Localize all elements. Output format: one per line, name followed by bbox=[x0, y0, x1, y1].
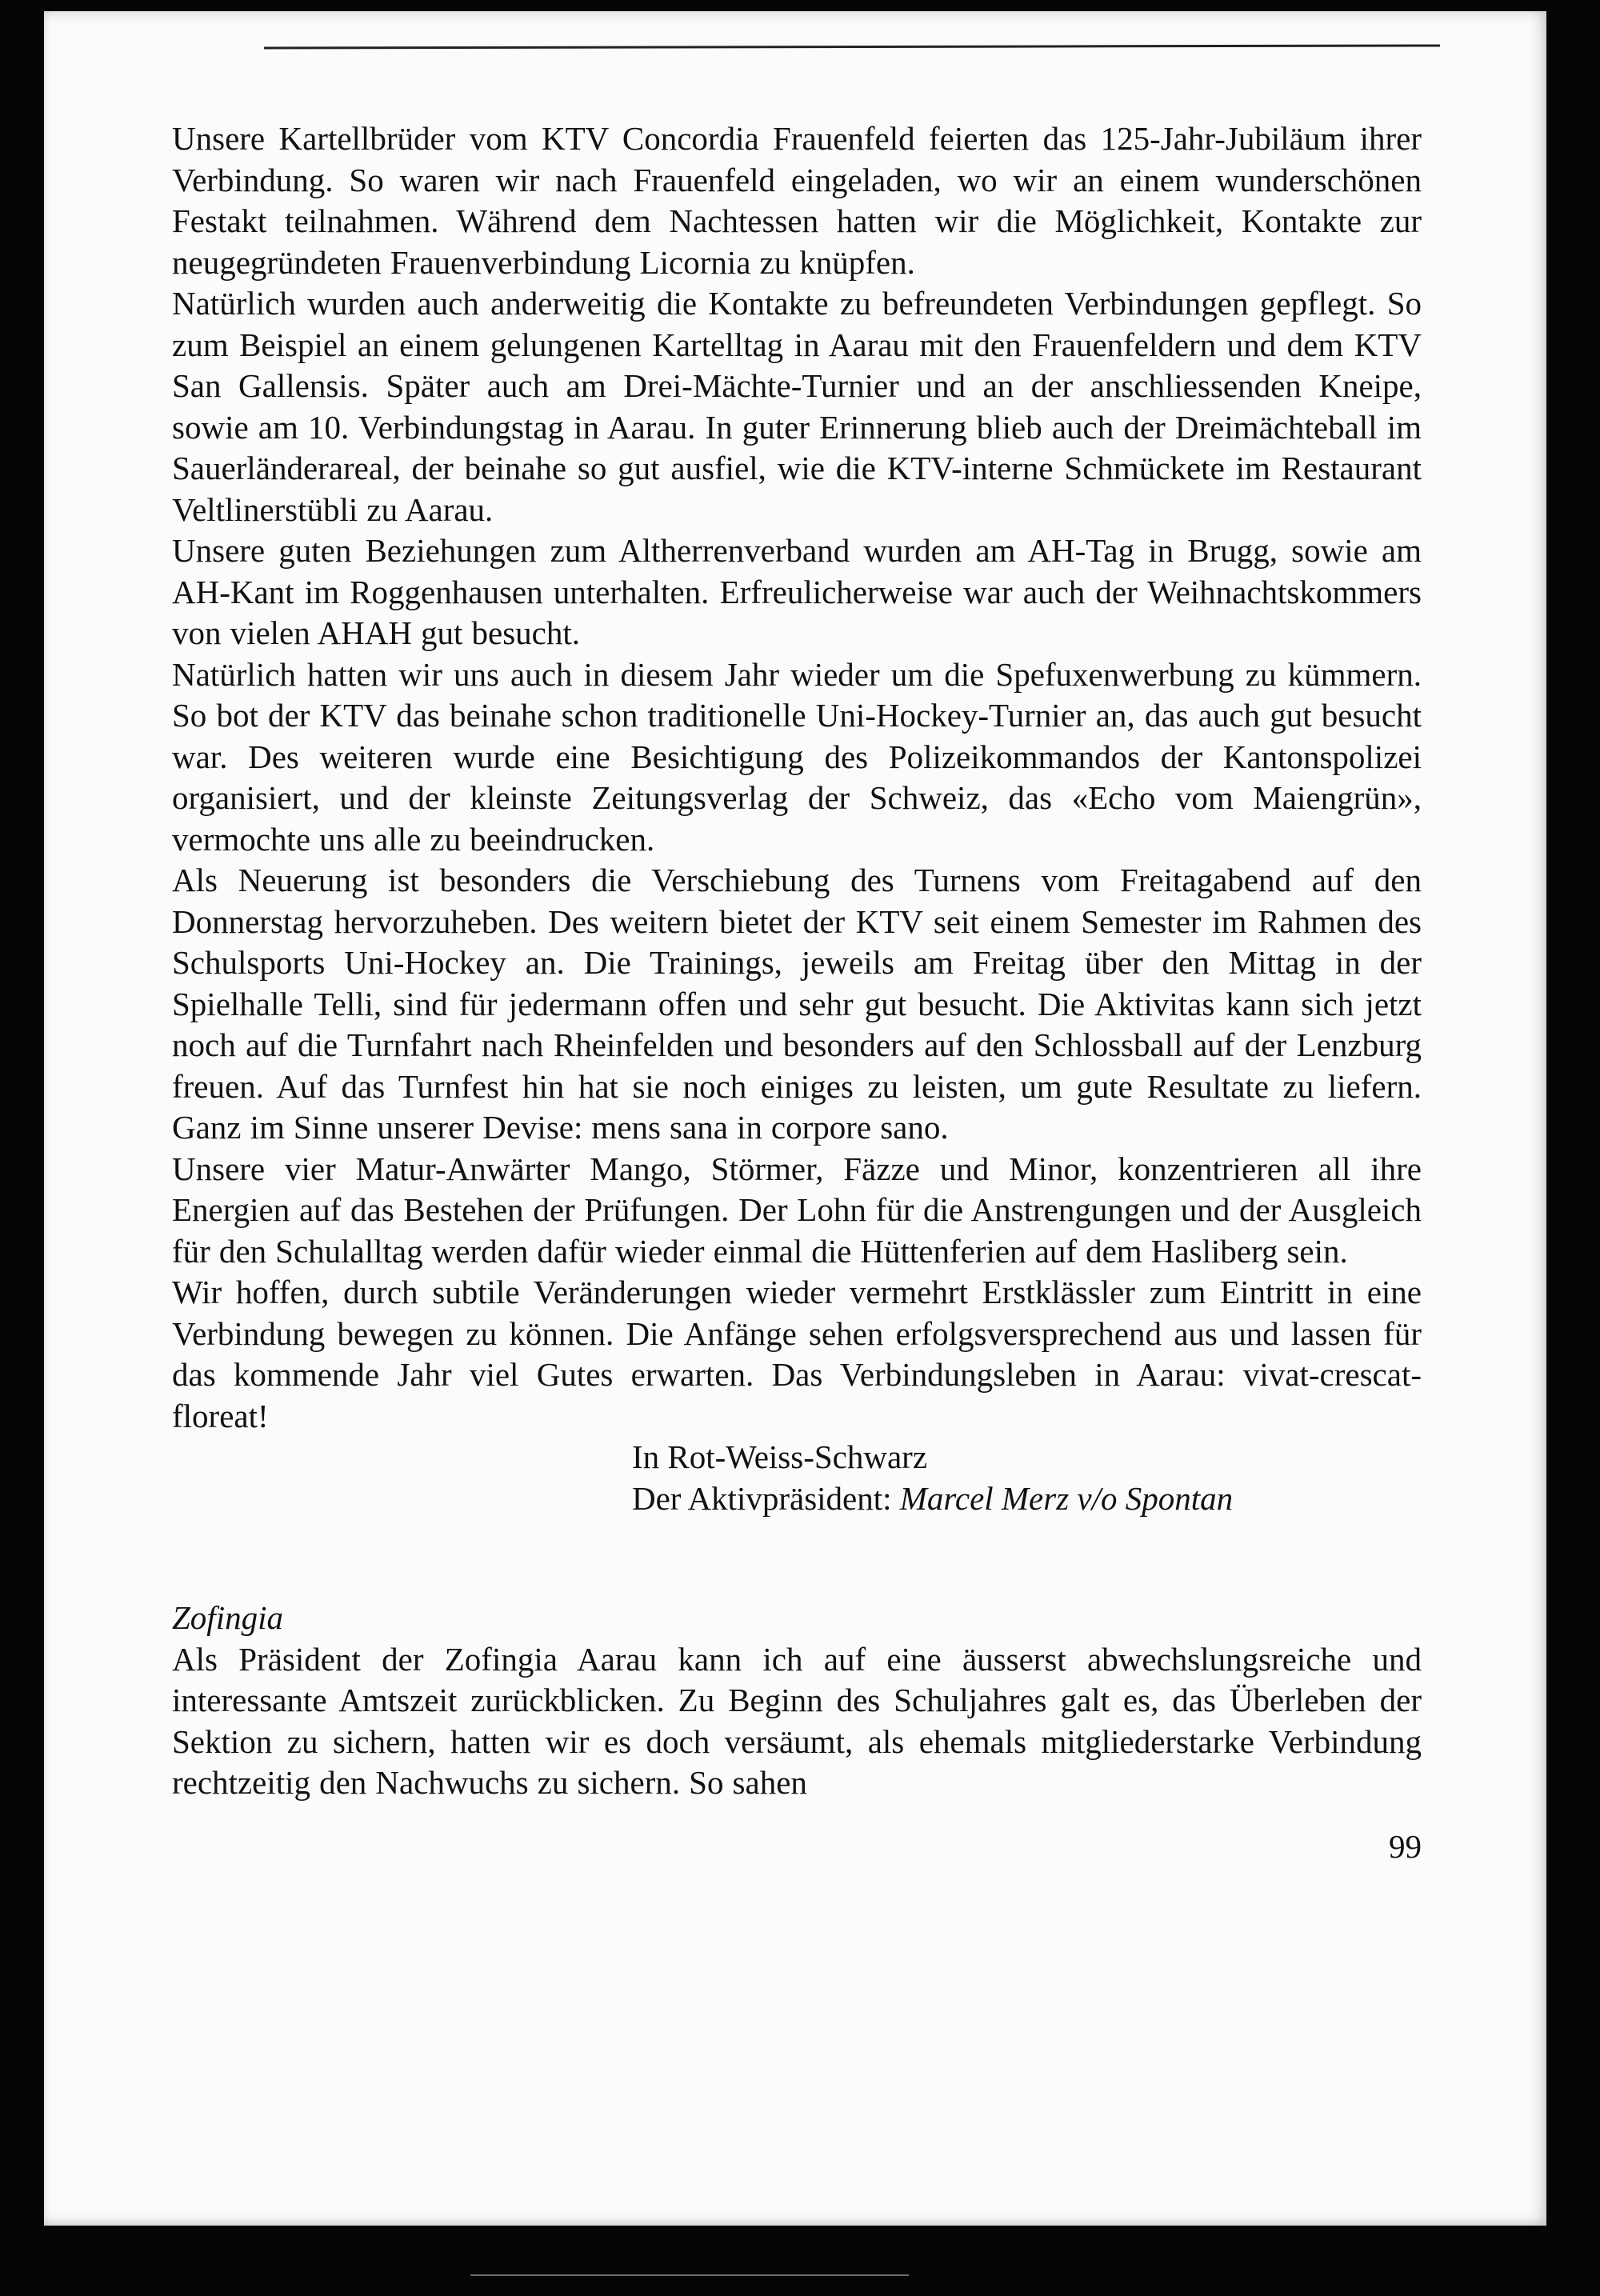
signature-block bbox=[172, 1437, 1422, 1519]
paragraph: Natürlich wurden auch anderweitig die Kontakte zu befreundeten Verbindungen gepflegt. So zum Beispiel an einem gelungenen Kartelltag in Aarau mit den Frauenfeldern und dem KTV San Gallensis. Später auch am Drei-Mächte-Turnier und an der anschliessenden Kneipe, sowie am 10. Verbindungstag in Aarau. In guter Erinnerung blieb auch der Dreimächteball im Sauerländerareal, der beinahe so gut ausfiel, wie die KTV-interne Schmückete im Restaurant Veltlinerstübli zu Aarau. bbox=[172, 285, 1422, 528]
paragraph: Natürlich hatten wir uns auch in diesem Jahr wieder um die Spefuxenwerbung zu kümmern. So bot der KTV das beinahe schon traditionelle Uni-Hockey-Turnier an, das auch gut besucht war. Des weiteren wurde eine Besichtigung des Polizeikommandos der Kantonspolizei organisiert, und der kleinste Zeitungsverlag der Schweiz, das «Echo vom Maiengrün», vermochte uns alle zu beeindrucken. bbox=[172, 655, 1422, 858]
scanned-page bbox=[44, 11, 1546, 2226]
paragraph: Als Neuerung ist besonders die Verschiebung des Turnens vom Freitagabend auf den Donnerstag hervorzuheben. Des weitern bietet der KTV seit einem Semester im Rahmen des Schulsports Uni-Hockey an. Die Trainings, jeweils am Freitag über den Mittag in der Spielhalle Telli, sind für jedermann offen und sehr gut besucht. Die Aktivitas kann sich jetzt noch auf die Turnfahrt nach Rheinfelden und besonders auf den Schlossball auf der Lenzburg freuen. Auf das Turnfest hin hat sie noch einiges zu leisten, um gute Resultate zu liefern. Ganz im Sinne unserer Devise: mens sana in corpore sano. bbox=[172, 862, 1422, 1146]
scan-artifact-line bbox=[470, 2274, 909, 2276]
signature-role-label: Der Aktivpräsident: bbox=[632, 1479, 900, 1517]
paragraph: Wir hoffen, durch subtile Veränderungen wieder vermehrt Erstklässler zum Eintritt in eine Verbindung bewegen zu können. Die Anfänge sehen erfolgsversprechend aus und lassen für das kommende Jahr viel Gutes erwarten. Das Verbindungsleben in Aarau: vivat-crescat-floreat! bbox=[172, 1274, 1422, 1434]
paragraph: Unsere Kartellbrüder vom KTV Concordia Frauenfeld feierten das 125-Jahr-Jubiläum ihrer Verbindung. So waren wir nach Frauenfeld eingeladen, wo wir an einem wunderschönen Festakt teilnahmen. Während dem Nachtessen hatten wir die Möglichkeit, Kontakte zur neugegründeten Frauenverbindung Licornia zu knüpfen. bbox=[172, 120, 1422, 281]
signature-name: Marcel Merz v/o Spontan bbox=[899, 1479, 1234, 1517]
page-number: 99 bbox=[1389, 1827, 1422, 1865]
section-heading-zofingia: Zofingia bbox=[172, 1599, 283, 1636]
paragraph: Unsere guten Beziehungen zum Altherrenverband wurden am AH-Tag in Brugg, sowie am AH-Kant im Roggenhausen unterhalten. Erfreulicherweise war auch der Weihnachtskommers von vielen AHAH gut besucht. bbox=[172, 532, 1422, 651]
signature-line-president bbox=[632, 1478, 1422, 1520]
scan-artifact-line bbox=[264, 44, 1440, 49]
paragraph: Unsere vier Matur-Anwärter Mango, Störmer, Fäzze und Minor, konzentrieren all ihre Energien auf das Bestehen der Prüfungen. Der Lohn für die Anstrengungen und der Ausgleich für den Schulalltag werden dafür wieder einmal die Hüttenferien auf dem Hasliberg sein. bbox=[172, 1150, 1422, 1270]
signature-line-motto: In Rot-Weiss-Schwarz bbox=[632, 1438, 928, 1475]
page-content bbox=[172, 118, 1422, 1867]
paragraph: Als Präsident der Zofingia Aarau kann ich auf eine äusserst abwechslungsreiche und interessante Amtszeit zurückblicken. Zu Beginn des Schuljahres galt es, das Überleben der Sektion zu sichern, hatten wir es doch versäumt, als ehemals mitgliederstarke Verbindung rechtzeitig den Nachwuchs zu sichern. So sahen bbox=[172, 1640, 1422, 1801]
